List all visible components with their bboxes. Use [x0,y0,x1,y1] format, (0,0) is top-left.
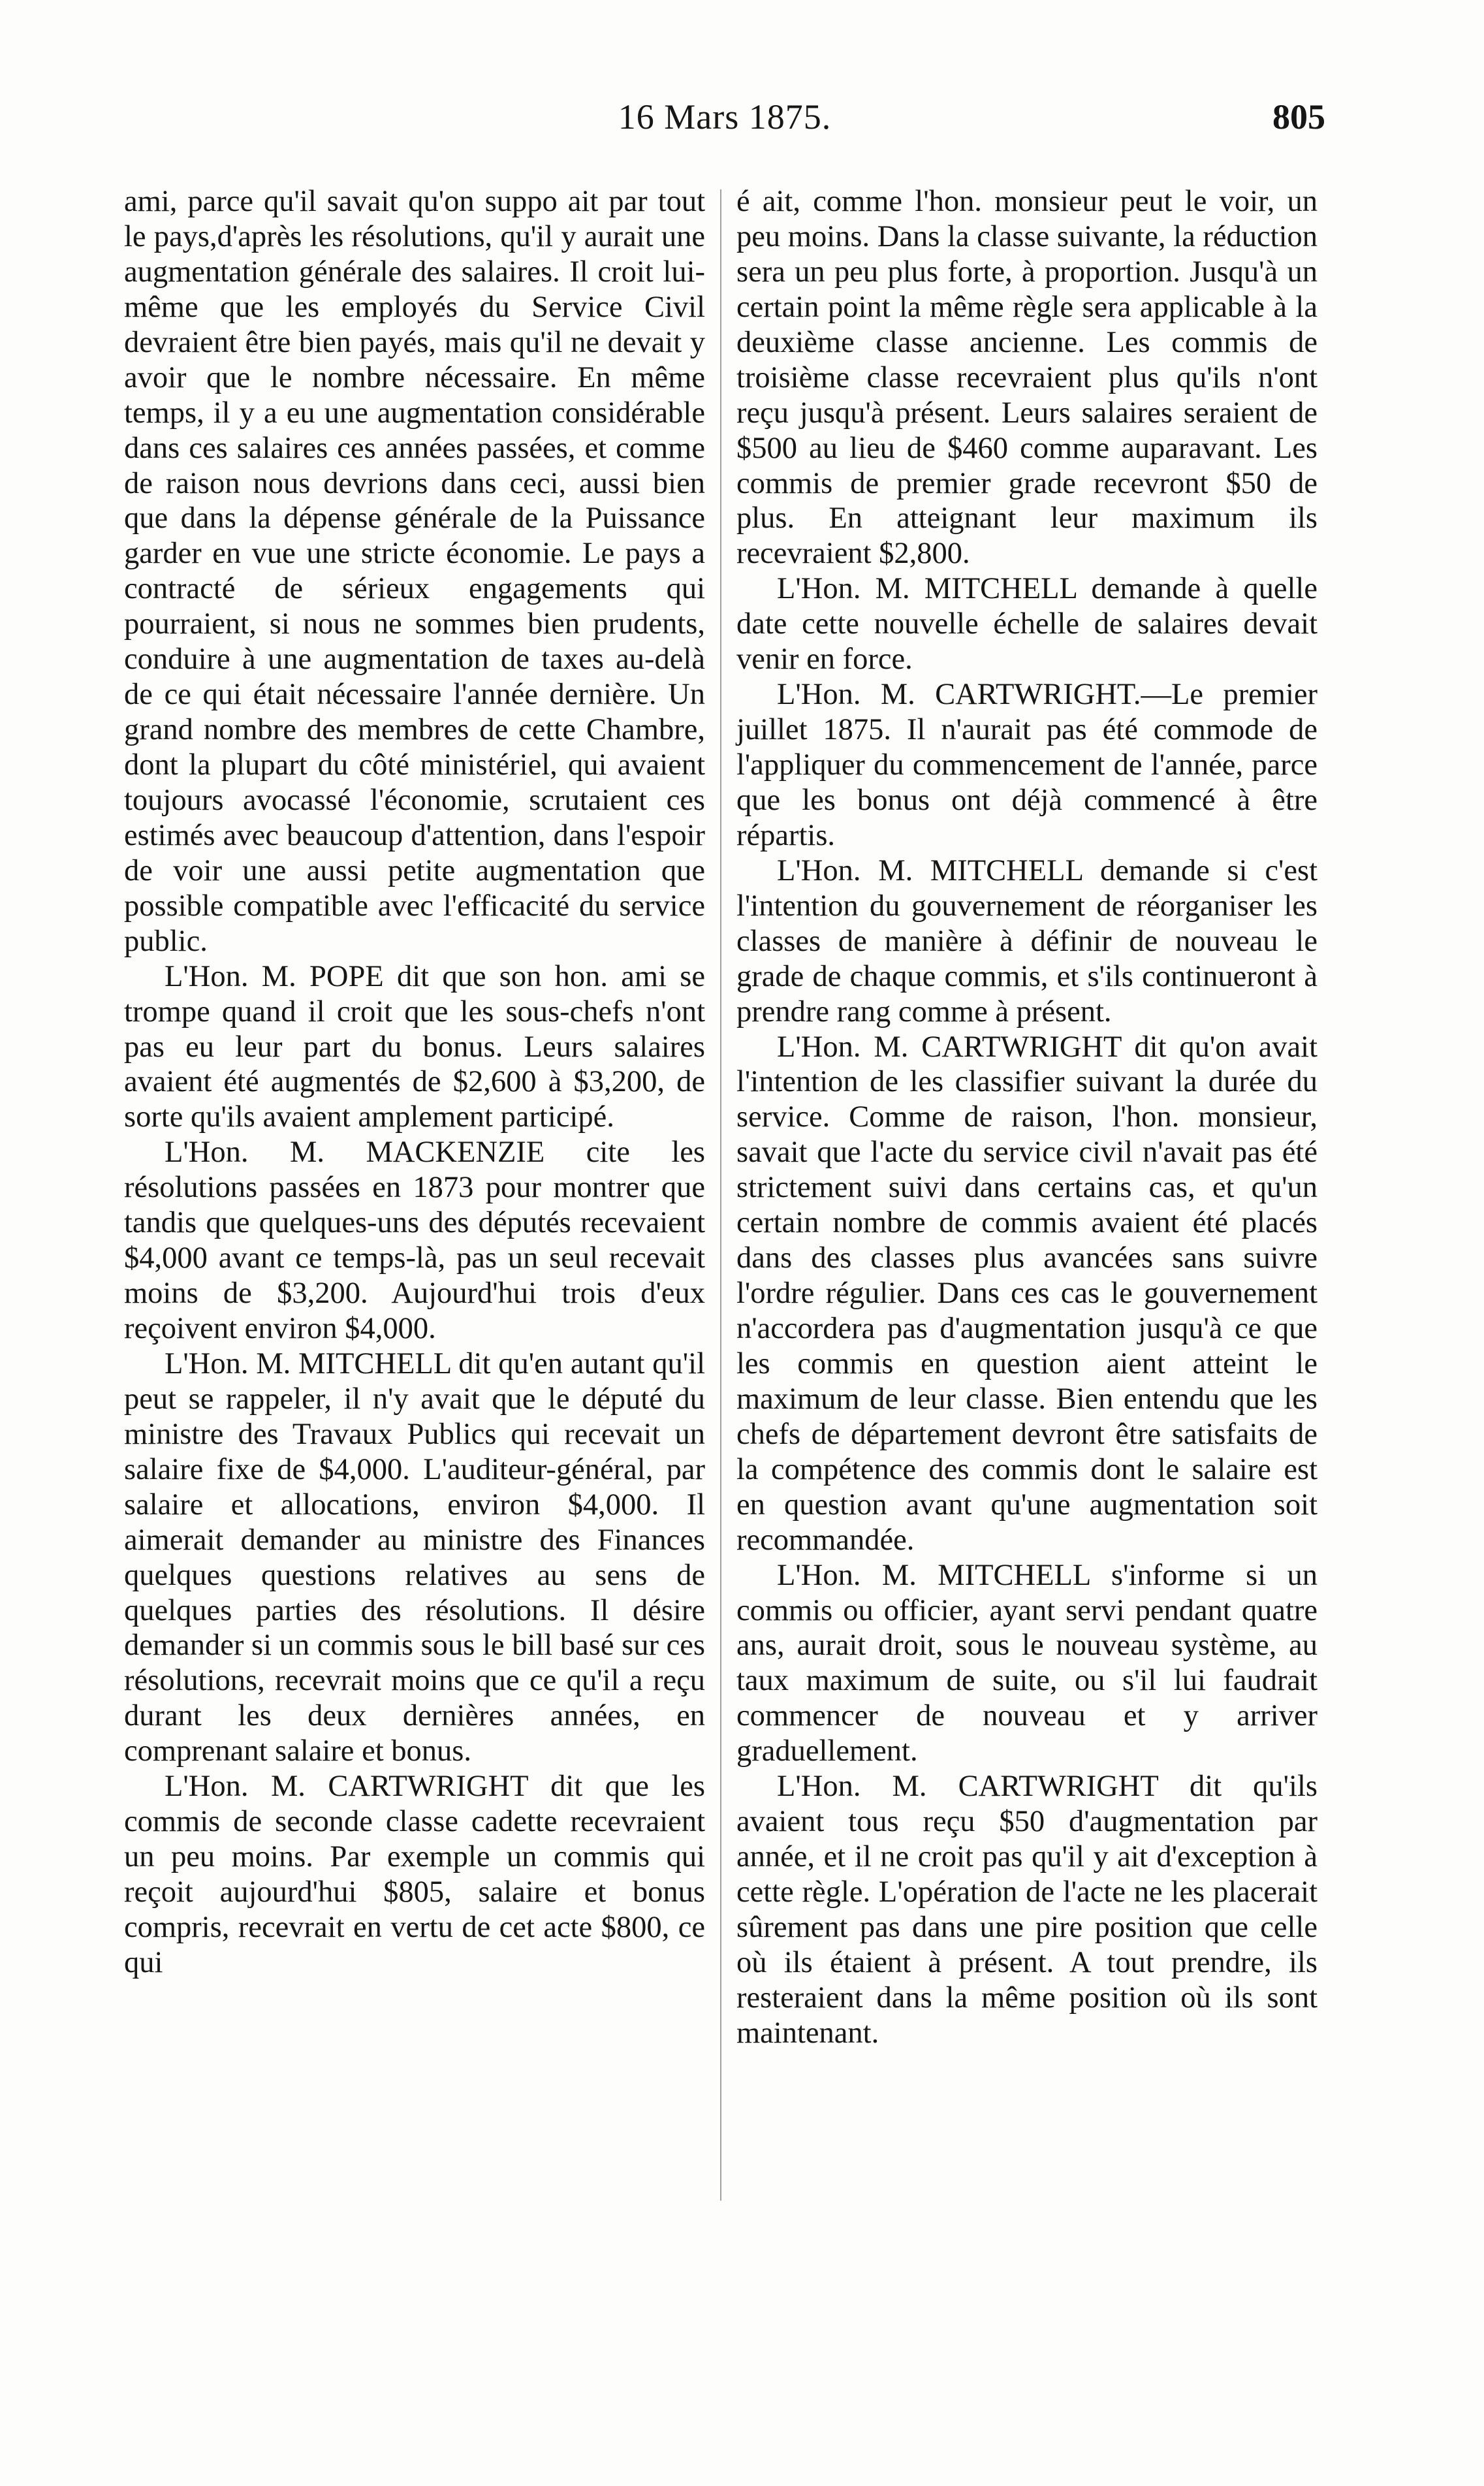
left-paragraph-1: ami, parce qu'il savait qu'on suppo ait par tout le pays,d'après les résolutions, qu'il y aurait une augmentation générale des salaires. Il croit lui-même que les employés du Service Civil devraient être bien payés, mais qu'il ne devait y avoir que le nombre nécessaire. En même temps, il y a eu une augmentation considérable dans ces salaires ces années passées, et comme de raison nous devrions dans ceci, aussi bien que dans la dépense générale de la Puissance garder en vue une stricte économie. Le pays a contracté de sérieux engagements qui pourraient, si nous ne sommes bien prudents, conduire à une augmentation de taxes au-delà de ce qui était nécessaire l'année dernière. Un grand nombre des membres de cette Chambre, dont la plupart du côté ministériel, qui avaient toujours avocassé l'économie, scrutaient ces estimés avec beaucoup d'attention, dans l'espoir de voir une aussi petite augmentation que possible compatible avec l'efficacité du service public. [124,185,705,958]
left-paragraph-4: L'Hon. M. MITCHELL dit qu'en autant qu'il peut se rappeler, il n'y avait que le député du ministre des Travaux Publics qui recevait un salaire fixe de $4,000. L'auditeur-général, par salaire et allocations, environ $4,000. Il aimerait demander au ministre des Finances quelques questions relatives au sens de quelques parties des résolutions. Il désire demander si un commis sous le bill basé sur ces résolutions, recevrait moins que ce qu'il a reçu durant les deux dernières années, en comprenant salaire et bonus. [124,1347,705,1768]
left-paragraph-5: L'Hon. M. CARTWRIGHT dit que les commis de seconde classe cadette recevraient un peu moins. Par exemple un commis qui reçoit aujourd'hui $805, salaire et bonus compris, recevrait en vertu de cet acte $800, ce qui [124,1770,705,1979]
left-paragraph-2: L'Hon. M. POPE dit que son hon. ami se trompe quand il croit que les sous-chefs n'ont pas eu leur part du bonus. Leurs salaires avaient été augmentés de $2,600 à $3,200, de sorte qu'ils avaient amplement participé. [124,959,705,1134]
right-paragraph-4: L'Hon. M. MITCHELL demande si c'est l'intention du gouvernement de réorganiser les classes de manière à définir de nouveau le grade de chaque commis, et s'ils continueront à prendre rang comme à présent. [736,853,1318,1028]
left-column [124,184,705,1981]
header-date: 16 Mars 1875. [618,97,832,136]
left-paragraph-3: L'Hon. M. MACKENZIE cite les résolutions passées en 1873 pour montrer que tandis que quelques-uns des députés recevaient $4,000 avant ce temps-là, pas un seul recevait moins de $3,200. Aujourd'hui trois d'eux reçoivent environ $4,000. [124,1136,705,1345]
right-column [736,184,1318,2051]
right-paragraph-2: L'Hon. M. MITCHELL demande à quelle date cette nouvelle échelle de salaires devait venir en force. [736,572,1318,677]
right-paragraph-3: L'Hon. M. CARTWRIGHT.—Le premier juillet 1875. Il n'aurait pas été commode de l'appliquer du commencement de l'année, parce que les bonus ont déjà commencé à être répartis. [736,678,1318,852]
right-paragraph-5: L'Hon. M. CARTWRIGHT dit qu'on avait l'intention de les classifier suivant la durée du service. Comme de raison, l'hon. monsieur, savait que l'acte du service civil n'avait pas été strictement suivi dans certains cas, et qu'un certain nombre de commis avaient été placés dans des classes plus avancées sans suivre l'ordre régulier. Dans ces cas le gouvernement n'accordera pas d'augmentation jusqu'à ce que les commis en question aient atteint le maximum de leur classe. Bien entendu que les chefs de département devront être satisfaits de la compétence des commis dont le salaire est en question avant qu'une augmentation soit recommandée. [736,1030,1318,1557]
right-paragraph-1: é ait, comme l'hon. monsieur peut le voir, un peu moins. Dans la classe suivante, la réduction sera un peu plus forte, à proportion. Jusqu'à un certain point la même règle sera applicable à la deuxième classe ancienne. Les commis de troisième classe recevraient plus qu'ils n'ont reçu jusqu'à présent. Leurs salaires seraient de $500 au lieu de $460 comme auparavant. Les commis de premier grade recevront $50 de plus. En atteignant leur maximum ils recevraient $2,800. [736,185,1318,571]
page-number: 805 [1272,97,1325,136]
right-paragraph-7: L'Hon. M. CARTWRIGHT dit qu'ils avaient tous reçu $50 d'augmentation par année, et il ne croit pas qu'il y ait d'exception à cette règle. L'opération de l'acte ne les placerait sûrement pas dans une pire position que celle où ils étaient à présent. A tout prendre, ils resteraient dans la même position où ils sont maintenant. [736,1770,1318,2050]
column-divider [720,189,721,2201]
right-paragraph-6: L'Hon. M. MITCHELL s'informe si un commis ou officier, ayant servi pendant quatre ans, aurait droit, sous le nouveau système, au taux maximum de suite, ou s'il lui faudrait commencer de nouveau et y arriver graduellement. [736,1558,1318,1768]
page-header [124,97,1325,149]
